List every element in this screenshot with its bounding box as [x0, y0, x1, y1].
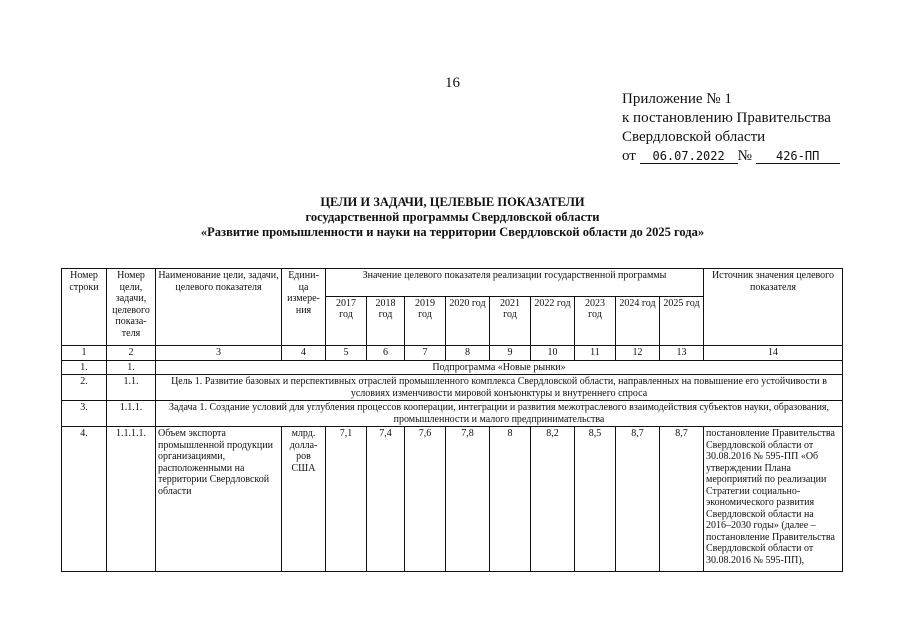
indicator-value: 8,7 [660, 427, 704, 572]
item-number: 1.1.1. [107, 401, 156, 427]
appendix-date-line [622, 147, 840, 166]
row-number: 1. [62, 360, 107, 375]
item-number: 1. [107, 360, 156, 375]
task-text: Задача 1. Создание условий для углубления процессов кооперации, интеграции и развития межотраслевого взаимодействия субъектов науки, образования, промышленности и малого предпринимательства [156, 401, 843, 427]
title-line-3: «Развитие промышленности и науки на территории Свердловской области до 2025 года» [200, 225, 705, 239]
header-goal-num: Номер цели, задачи, целевого показа-теля [107, 269, 156, 346]
table-row [62, 360, 843, 375]
item-number: 1.1.1.1. [107, 427, 156, 572]
indicator-row [62, 427, 843, 572]
indicator-unit: млрд. долла-ров США [282, 427, 326, 572]
page-number: 16 [445, 75, 460, 91]
header-year: 2019 год [405, 296, 446, 345]
column-number: 12 [616, 346, 660, 361]
indicator-value: 7,4 [367, 427, 405, 572]
column-number: 14 [704, 346, 843, 361]
table-row [62, 401, 843, 427]
indicator-source: постановление Правительства Свердловской области от 30.08.2016 № 595-ПП «Об утверждении Плана мероприятий по реализации Стратегии социально-экономического развития Свердловской области на 2016–2030 годы» (далее – постановление Правительства Свердловской области от 30.08.2016 № 595-ПП), [704, 427, 843, 572]
indicator-value: 8,7 [616, 427, 660, 572]
header-row-num: Номер строки [62, 269, 107, 346]
column-number: 13 [660, 346, 704, 361]
table-row [62, 375, 843, 401]
row-number: 4. [62, 427, 107, 572]
header-year: 2022 год [531, 296, 575, 345]
title-line-2: государственной программы Свердловской области [305, 210, 600, 224]
column-number: 9 [490, 346, 531, 361]
column-number: 4 [282, 346, 326, 361]
column-number: 7 [405, 346, 446, 361]
item-number: 1.1. [107, 375, 156, 401]
header-value-group: Значение целевого показателя реализации государственной программы [326, 269, 704, 297]
column-number: 2 [107, 346, 156, 361]
header-year: 2020 год [446, 296, 490, 345]
number-label: № [737, 148, 752, 164]
indicator-value: 8,5 [575, 427, 616, 572]
header-unit: Едини-ца измере-ния [282, 269, 326, 346]
indicators-table [61, 268, 843, 572]
header-year: 2017 год [326, 296, 367, 345]
title-line-1: ЦЕЛИ И ЗАДАЧИ, ЦЕЛЕВЫЕ ПОКАЗАТЕЛИ [320, 195, 585, 209]
appendix-block [622, 90, 840, 166]
subprogram-title: Подпрограмма «Новые рынки» [156, 360, 843, 375]
header-year: 2024 год [616, 296, 660, 345]
decree-number: 426-ПП [756, 149, 840, 164]
appendix-line-3: Свердловской области [622, 129, 766, 145]
document-title [0, 195, 905, 240]
header-name: Наименование цели, задачи, целевого показателя [156, 269, 282, 346]
row-number: 2. [62, 375, 107, 401]
column-number: 6 [367, 346, 405, 361]
header-year: 2018 год [367, 296, 405, 345]
decree-date: 06.07.2022 [640, 149, 738, 164]
indicator-value: 7,8 [446, 427, 490, 572]
header-year: 2023 год [575, 296, 616, 345]
appendix-line-1: Приложение № 1 [622, 91, 732, 107]
from-label: от [622, 148, 636, 164]
indicator-name: Объем экспорта промышленной продукции организациями, расположенными на территории Свердловской области [156, 427, 282, 572]
indicator-value: 7,1 [326, 427, 367, 572]
header-year: 2025 год [660, 296, 704, 345]
column-number: 11 [575, 346, 616, 361]
header-source: Источник значения целевого показателя [704, 269, 843, 346]
indicator-value: 8 [490, 427, 531, 572]
column-number: 5 [326, 346, 367, 361]
header-year: 2021 год [490, 296, 531, 345]
column-number-row [62, 346, 843, 361]
column-number: 1 [62, 346, 107, 361]
goal-text: Цель 1. Развитие базовых и перспективных отраслей промышленного комплекса Свердловской области, направленных на повышение его устойчивости в условиях изменчивости мировой конъюнктуры и внутреннего спроса [156, 375, 843, 401]
header-row-1 [62, 269, 843, 297]
indicator-value: 7,6 [405, 427, 446, 572]
appendix-line-2: к постановлению Правительства [622, 110, 831, 126]
column-number: 8 [446, 346, 490, 361]
column-number: 3 [156, 346, 282, 361]
column-number: 10 [531, 346, 575, 361]
row-number: 3. [62, 401, 107, 427]
indicator-value: 8,2 [531, 427, 575, 572]
